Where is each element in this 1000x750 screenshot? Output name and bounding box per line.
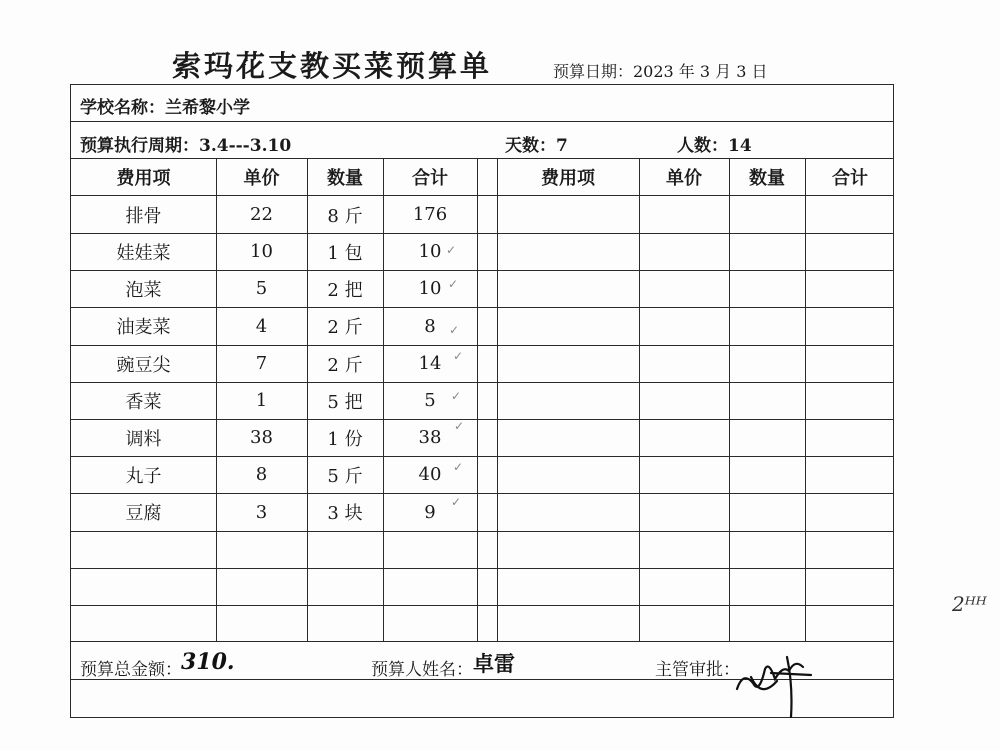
header-item: 费用项 (541, 167, 595, 189)
column-divider (729, 158, 730, 641)
header-price: 单价 (666, 167, 702, 189)
item-total: 176 (412, 204, 448, 225)
days-count: 天数：7 (505, 136, 568, 156)
header-total: 合计 (832, 167, 868, 189)
item-name: 豆腐 (125, 503, 162, 524)
item-total: 5 (424, 390, 436, 411)
approver-label: 主管审批： (655, 660, 740, 680)
item-total: 9 (424, 501, 436, 523)
check-mark-icon: ✓ (451, 495, 462, 509)
approver-signature (731, 639, 821, 721)
item-total: 10 (418, 278, 442, 299)
header-item: 费用项 (116, 167, 171, 189)
check-mark-icon: ✓ (451, 389, 462, 403)
item-price: 22 (250, 204, 273, 225)
budget-form (70, 84, 894, 718)
column-divider (639, 158, 640, 641)
header-qty: 数量 (327, 167, 363, 189)
check-mark-icon: ✓ (448, 277, 459, 291)
preparer-label: 预算人姓名： (371, 660, 473, 680)
row-divider (71, 605, 893, 606)
item-name: 油麦菜 (116, 317, 171, 338)
item-qty: 1 份 (327, 428, 363, 450)
people-count: 人数：14 (677, 136, 752, 156)
budget-date: 预算日期：2023 年 3 月 3 日 (553, 62, 768, 81)
item-total: 14 (418, 353, 442, 374)
header-price: 单价 (243, 167, 280, 189)
item-name: 香菜 (125, 391, 162, 413)
item-qty: 8 斤 (327, 205, 363, 227)
item-qty: 5 斤 (327, 465, 363, 487)
margin-note: 2ᴴᴴ (952, 592, 987, 616)
item-total: 8 (424, 315, 436, 337)
item-qty: 2 斤 (327, 354, 363, 376)
item-price: 3 (255, 501, 268, 523)
item-qty: 2 斤 (327, 317, 363, 338)
item-price: 10 (250, 241, 273, 262)
school-name: 学校名称：兰希黎小学 (80, 98, 250, 118)
item-price: 4 (255, 315, 268, 337)
column-divider (805, 158, 806, 641)
item-price: 1 (255, 390, 268, 411)
item-name: 排骨 (125, 205, 162, 227)
row-divider (71, 121, 893, 122)
item-name: 泡菜 (125, 279, 162, 301)
item-price: 8 (255, 464, 268, 485)
row-divider (71, 531, 893, 532)
item-name: 丸子 (125, 465, 162, 487)
item-name: 豌豆尖 (116, 354, 171, 376)
document-title: 索玛花支教买菜预算单 (172, 49, 493, 83)
item-qty: 3 块 (327, 503, 363, 524)
check-mark-icon: ✓ (453, 349, 464, 363)
item-name: 娃娃菜 (116, 242, 171, 264)
column-divider (497, 158, 498, 641)
item-qty: 5 把 (327, 391, 363, 413)
check-mark-icon: ✓ (449, 323, 460, 337)
budget-period: 预算执行周期：3.4---3.10 (80, 136, 292, 156)
item-qty: 1 包 (327, 242, 363, 264)
item-total: 40 (418, 464, 442, 485)
total-amount-label: 预算总金额： (80, 660, 182, 680)
check-mark-icon: ✓ (453, 460, 464, 474)
item-price: 38 (250, 427, 273, 448)
header-qty: 数量 (749, 167, 785, 189)
total-amount-value: 310. (181, 649, 235, 675)
row-divider (71, 568, 893, 569)
item-total: 10 (418, 241, 442, 262)
check-mark-icon: ✓ (454, 419, 465, 433)
check-mark-icon: ✓ (446, 243, 457, 257)
item-qty: 2 把 (327, 279, 363, 301)
preparer-signature: 卓雷 (473, 651, 515, 676)
item-price: 7 (255, 353, 268, 374)
column-divider (477, 158, 478, 641)
item-name: 调料 (125, 428, 162, 450)
item-total: 38 (418, 427, 442, 448)
header-total: 合计 (412, 167, 448, 189)
item-price: 5 (255, 278, 268, 299)
